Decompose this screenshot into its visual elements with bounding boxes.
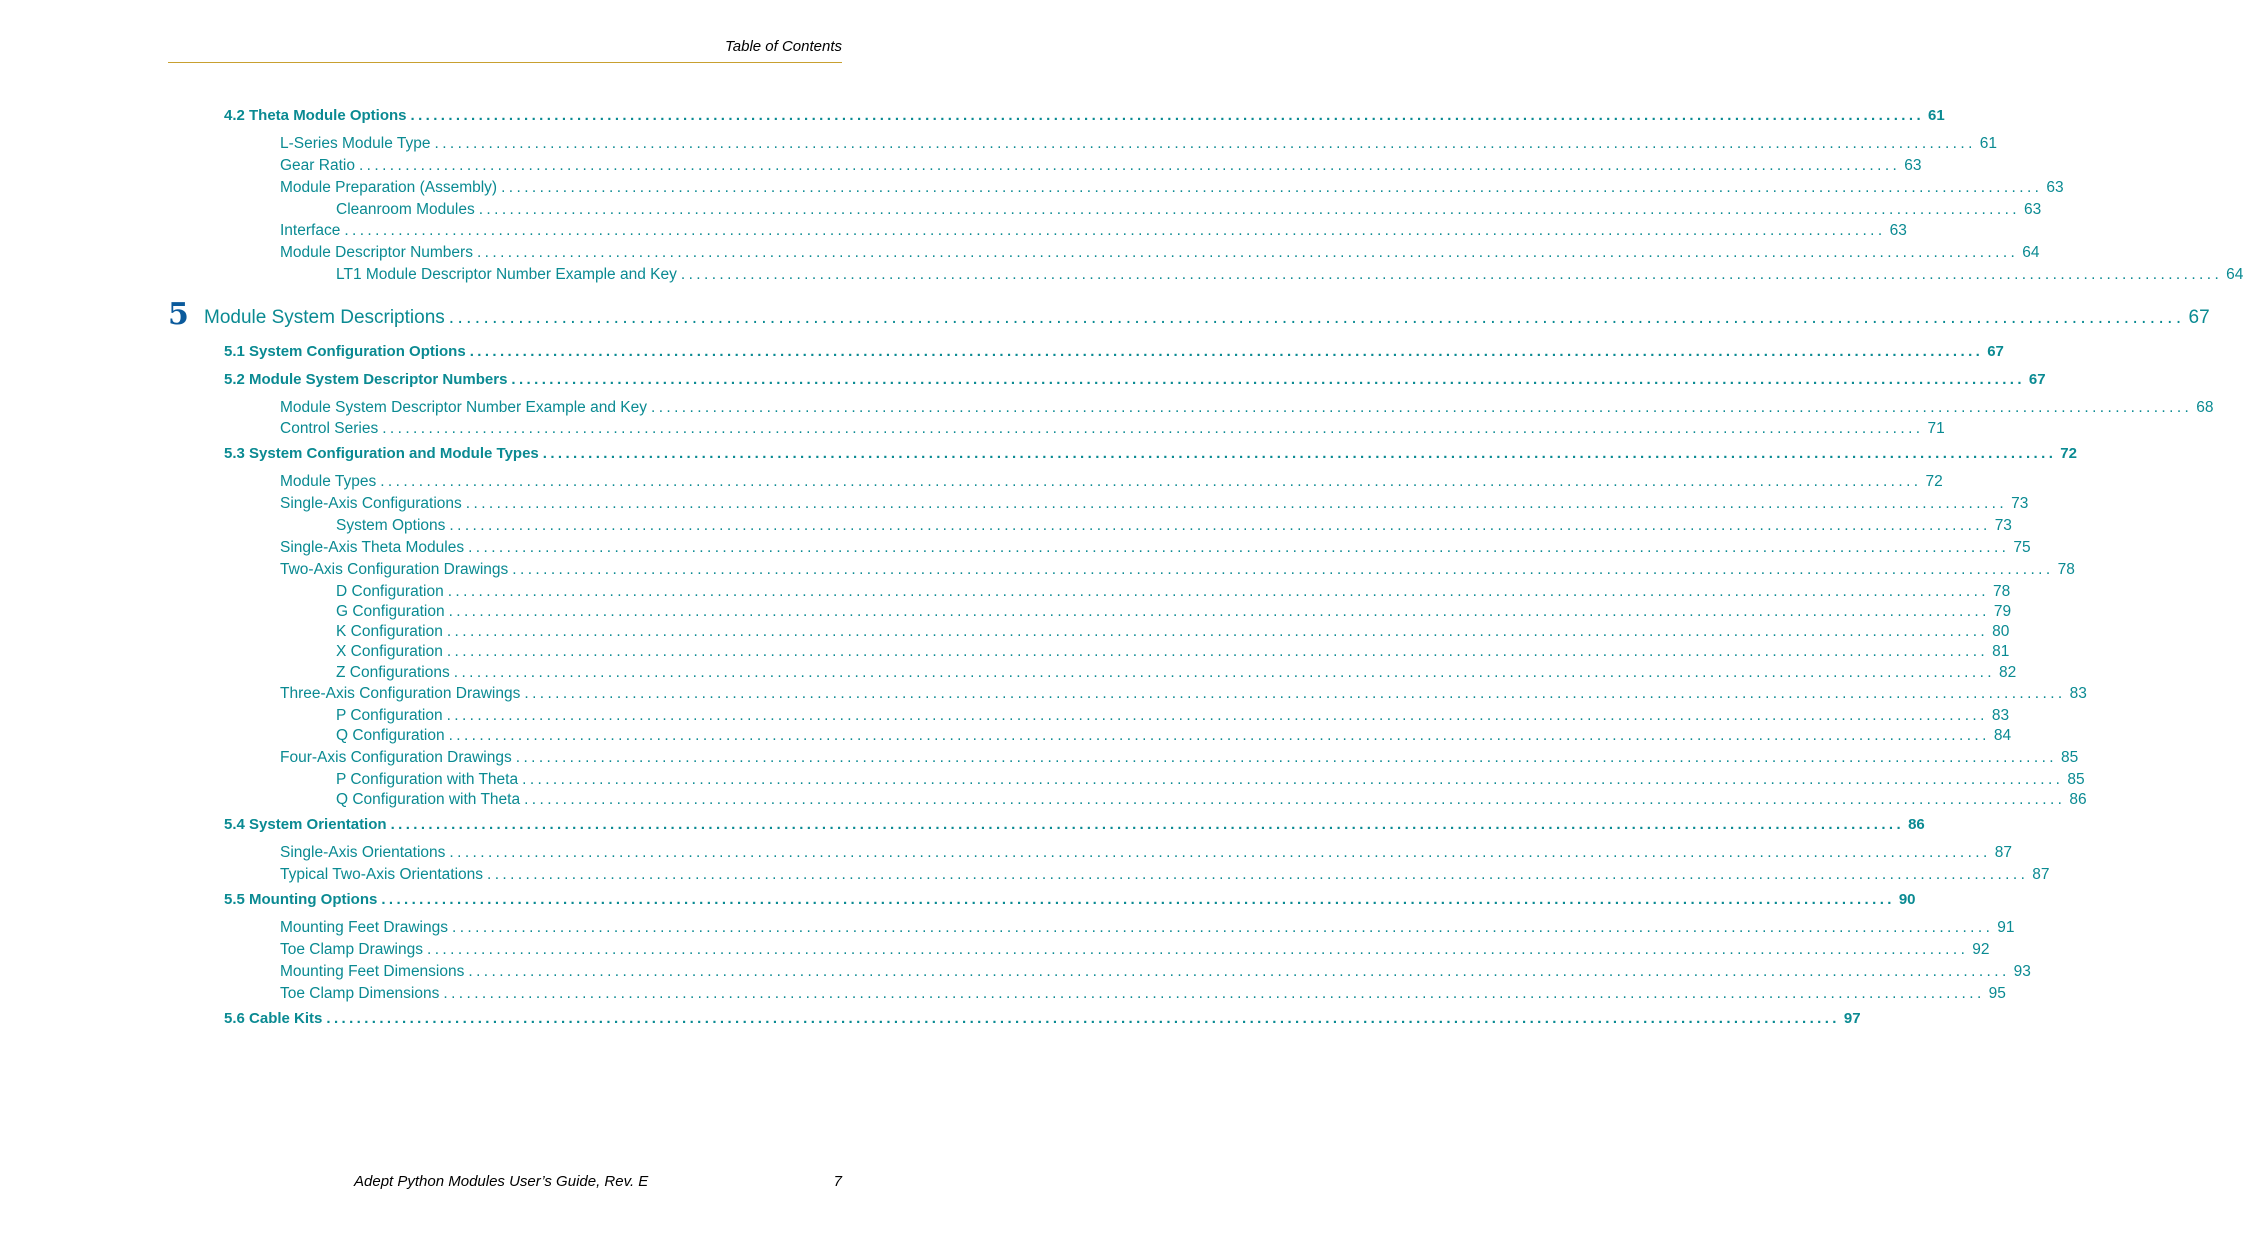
- toc-entry-page: 61: [1928, 107, 1945, 124]
- dot-leader: ........................................................................................................................................................................................................: [449, 517, 1991, 534]
- toc-entry-page: 64: [2226, 266, 2243, 283]
- toc-entry-title: Typical Two-Axis Orientations: [280, 866, 484, 883]
- toc-entry-page: 87: [1994, 844, 2012, 861]
- toc-entry-page: 84: [1993, 727, 2012, 744]
- toc-entry-title: Module System Descriptor Number Example and Key: [280, 399, 647, 416]
- toc-entry-page: 80: [1992, 623, 2010, 640]
- toc-entry[interactable]: [280, 493, 2029, 515]
- toc-entry-page: 67: [2028, 371, 2046, 388]
- toc-entry[interactable]: [336, 199, 2042, 221]
- toc-entry-title: Single-Axis Configurations: [280, 495, 462, 512]
- toc-entry-title: 5.2 Module System Descriptor Numbers: [224, 371, 508, 388]
- toc-entry-title: Module Descriptor Numbers: [280, 244, 473, 261]
- toc-entry-page: 86: [1908, 816, 1925, 833]
- dot-leader: ........................................................................................................................................................................................................: [344, 222, 1886, 239]
- toc-entry-page: 67: [2188, 307, 2210, 328]
- toc-entry-page: 73: [1994, 517, 2012, 534]
- footer-page-number: 7: [833, 1173, 842, 1190]
- toc-entry[interactable]: [336, 581, 2011, 603]
- dot-leader: ........................................................................................................................................................................................................: [449, 844, 1991, 861]
- dot-leader: ........................................................................................................................................................................................................: [524, 791, 2066, 808]
- dot-leader: ........................................................................................................................................................................................................: [448, 307, 2185, 328]
- dot-leader: ........................................................................................................................................................................................................: [468, 963, 2010, 980]
- dot-leader: ........................................................................................................................................................................................................: [434, 135, 1976, 152]
- dot-leader: ........................................................................................................................................................................................................: [326, 1010, 1840, 1027]
- toc-entry-title: Gear Ratio: [280, 157, 355, 174]
- toc-entry-page: 92: [1972, 941, 1990, 958]
- toc-entry[interactable]: [280, 397, 2214, 419]
- toc-entry-title: Toe Clamp Dimensions: [280, 985, 440, 1002]
- toc-entry-title: P Configuration with Theta: [336, 771, 519, 788]
- dot-leader: ........................................................................................................................................................................................................: [524, 685, 2066, 702]
- toc-entry[interactable]: [336, 705, 2010, 727]
- footer-document-title: Adept Python Modules User’s Guide, Rev. E: [354, 1173, 649, 1190]
- toc-entry[interactable]: [280, 242, 2040, 264]
- toc-entry-5-2[interactable]: [224, 369, 2046, 391]
- dot-leader: ........................................................................................................................................................................................................: [390, 816, 1905, 833]
- toc-entry-title: Q Configuration: [336, 727, 445, 744]
- toc-entry-page: 91: [1997, 919, 2015, 936]
- dot-leader: ........................................................................................................................................................................................................: [443, 985, 1985, 1002]
- toc-entry[interactable]: [336, 641, 2010, 663]
- toc-entry-title: D Configuration: [336, 583, 444, 600]
- toc-entry-title: Single-Axis Orientations: [280, 844, 446, 861]
- chapter-number: 5: [168, 297, 189, 332]
- toc-entry[interactable]: [280, 177, 2064, 199]
- toc-entry-page: 71: [1927, 420, 1945, 437]
- toc-entry-title: Interface: [280, 222, 341, 239]
- toc-entry-title: P Configuration: [336, 707, 443, 724]
- dot-leader: ........................................................................................................................................................................................................: [501, 179, 2043, 196]
- dot-leader: ........................................................................................................................................................................................................: [512, 561, 2054, 578]
- header-rule: [168, 62, 842, 63]
- toc-entry-page: 90: [1898, 891, 1916, 908]
- toc-entry[interactable]: [336, 515, 2012, 537]
- toc-entry-title: G Configuration: [336, 603, 445, 620]
- dot-leader: ........................................................................................................................................................................................................: [515, 749, 2058, 766]
- toc-chapter-entry[interactable]: [204, 303, 2210, 333]
- toc-entry-title: LT1 Module Descriptor Number Example and Key: [336, 266, 677, 283]
- toc-entry-page: 78: [1992, 583, 2011, 600]
- toc-entry-title: X Configuration: [336, 643, 443, 660]
- toc-entry-5-1[interactable]: [224, 341, 2004, 363]
- toc-entry[interactable]: [280, 683, 2087, 705]
- toc-entry-page: 86: [2069, 791, 2087, 808]
- toc-entry-title: 5.1 System Configuration Options: [224, 343, 466, 360]
- toc-entry-page: 82: [1999, 664, 2017, 681]
- toc-entry-title: Three-Axis Configuration Drawings: [280, 685, 521, 702]
- toc-entry[interactable]: [280, 537, 2031, 559]
- toc-entry-title: L-Series Module Type: [280, 135, 431, 152]
- toc-entry[interactable]: [280, 747, 2079, 769]
- toc-entry-title: Two-Axis Configuration Drawings: [280, 561, 509, 578]
- dot-leader: ........................................................................................................................................................................................................: [358, 157, 1901, 174]
- toc-entry[interactable]: [336, 789, 2087, 811]
- dot-leader: ........................................................................................................................................................................................................: [476, 244, 2019, 261]
- toc-entry[interactable]: [280, 939, 1990, 961]
- toc-entry-4-2[interactable]: [224, 105, 1945, 127]
- toc-entry-title: Toe Clamp Drawings: [280, 941, 423, 958]
- dot-leader: ........................................................................................................................................................................................................: [446, 623, 1989, 640]
- toc-entry-page: 78: [2057, 561, 2075, 578]
- toc-entry-title: Module Preparation (Assembly): [280, 179, 498, 196]
- dot-leader: ........................................................................................................................................................................................................: [447, 583, 1989, 600]
- toc-entry-page: 64: [2022, 244, 2040, 261]
- toc-entry[interactable]: [280, 220, 1907, 242]
- dot-leader: ........................................................................................................................................................................................................: [446, 707, 1988, 724]
- dot-leader: ........................................................................................................................................................................................................: [542, 445, 2057, 462]
- toc-entry-page: 79: [1993, 603, 2012, 620]
- toc-entry[interactable]: [336, 662, 2017, 684]
- dot-leader: ........................................................................................................................................................................................................: [381, 891, 1895, 908]
- dot-leader: ........................................................................................................................................................................................................: [680, 266, 2223, 283]
- dot-leader: ........................................................................................................................................................................................................: [650, 399, 2193, 416]
- toc-entry-title: K Configuration: [336, 623, 443, 640]
- toc-entry-page: 85: [2061, 749, 2079, 766]
- toc-entry-title: Single-Axis Theta Modules: [280, 539, 465, 556]
- dot-leader: ........................................................................................................................................................................................................: [465, 495, 2008, 512]
- toc-entry[interactable]: [280, 842, 2012, 864]
- dot-leader: ........................................................................................................................................................................................................: [427, 941, 1969, 958]
- toc-entry[interactable]: [336, 264, 2243, 286]
- toc-entry-5-3[interactable]: [224, 443, 2077, 465]
- toc-entry-page: 75: [2013, 539, 2031, 556]
- page-header-title: Table of Contents: [724, 38, 842, 55]
- toc-entry-page: 63: [2046, 179, 2064, 196]
- dot-leader: ........................................................................................................................................................................................................: [448, 603, 1990, 620]
- dot-leader: ........................................................................................................................................................................................................: [382, 420, 1924, 437]
- toc-entry-title: 5.6 Cable Kits: [224, 1010, 323, 1027]
- toc-entry-page: 85: [2067, 771, 2085, 788]
- dot-leader: ........................................................................................................................................................................................................: [511, 371, 2025, 388]
- toc-entry[interactable]: [280, 133, 1998, 155]
- toc-entry-page: 72: [2060, 445, 2077, 462]
- toc-entry[interactable]: [280, 983, 2006, 1005]
- toc-entry-title: Z Configurations: [336, 664, 450, 681]
- toc-entry[interactable]: [280, 961, 2031, 983]
- toc-entry[interactable]: [336, 601, 2012, 623]
- dot-leader: ........................................................................................................................................................................................................: [468, 539, 2010, 556]
- toc-entry-title: 5.3 System Configuration and Module Types: [224, 445, 539, 462]
- toc-entry-page: 83: [2069, 685, 2087, 702]
- toc-entry[interactable]: [336, 725, 2012, 747]
- dot-leader: ........................................................................................................................................................................................................: [410, 107, 1925, 124]
- toc-entry-title: 5.4 System Orientation: [224, 816, 387, 833]
- toc-entry-5-4[interactable]: [224, 814, 1925, 836]
- toc-entry[interactable]: [336, 621, 2010, 643]
- toc-entry-page: 95: [1988, 985, 2006, 1002]
- toc-entry[interactable]: [280, 559, 2075, 581]
- toc-entry-page: 87: [2032, 866, 2050, 883]
- toc-entry[interactable]: [280, 418, 1945, 440]
- toc-entry-page: 68: [2196, 399, 2214, 416]
- toc-entry-page: 97: [1843, 1010, 1861, 1027]
- toc-entry-page: 63: [1904, 157, 1922, 174]
- toc-entry[interactable]: [280, 864, 2050, 886]
- dot-leader: ........................................................................................................................................................................................................: [469, 343, 1984, 360]
- dot-leader: ........................................................................................................................................................................................................: [380, 473, 1922, 490]
- toc-entry-title: System Options: [336, 517, 446, 534]
- toc-entry-5-5[interactable]: [224, 889, 1916, 911]
- toc-entry-page: 73: [2011, 495, 2029, 512]
- dot-leader: ........................................................................................................................................................................................................: [448, 727, 1990, 744]
- dot-leader: ........................................................................................................................................................................................................: [478, 201, 2020, 218]
- toc-entry-page: 63: [1889, 222, 1907, 239]
- toc-entry-page: 83: [1991, 707, 2010, 724]
- toc-entry-title: Cleanroom Modules: [336, 201, 475, 218]
- toc-entry-page: 72: [1925, 473, 1943, 490]
- toc-entry-title: Four-Axis Configuration Drawings: [280, 749, 512, 766]
- toc-entry[interactable]: [280, 155, 1922, 177]
- dot-leader: ........................................................................................................................................................................................................: [487, 866, 2029, 883]
- toc-entry-title: Module System Descriptions: [204, 307, 445, 328]
- toc-entry-page: 93: [2013, 963, 2031, 980]
- toc-entry-title: Control Series: [280, 420, 379, 437]
- toc-entry-title: Module Types: [280, 473, 377, 490]
- toc-entry-title: Mounting Feet Dimensions: [280, 963, 465, 980]
- toc-entry-page: 81: [1992, 643, 2010, 660]
- toc-entry-title: 5.5 Mounting Options: [224, 891, 378, 908]
- toc-entry-page: 67: [1987, 343, 2004, 360]
- dot-leader: ........................................................................................................................................................................................................: [522, 771, 2064, 788]
- toc-entry-page: 63: [2024, 201, 2042, 218]
- toc-entry-title: 4.2 Theta Module Options: [224, 107, 407, 124]
- toc-entry[interactable]: [280, 471, 1943, 493]
- toc-entry-page: 61: [1979, 135, 1998, 152]
- dot-leader: ........................................................................................................................................................................................................: [446, 643, 1989, 660]
- dot-leader: ........................................................................................................................................................................................................: [453, 664, 1996, 681]
- toc-entry-5-6[interactable]: [224, 1008, 1861, 1030]
- dot-leader: ........................................................................................................................................................................................................: [452, 919, 1994, 936]
- toc-entry[interactable]: [280, 917, 2015, 939]
- toc-entry-title: Mounting Feet Drawings: [280, 919, 448, 936]
- toc-entry-title: Q Configuration with Theta: [336, 791, 521, 808]
- toc-entry[interactable]: [336, 769, 2085, 791]
